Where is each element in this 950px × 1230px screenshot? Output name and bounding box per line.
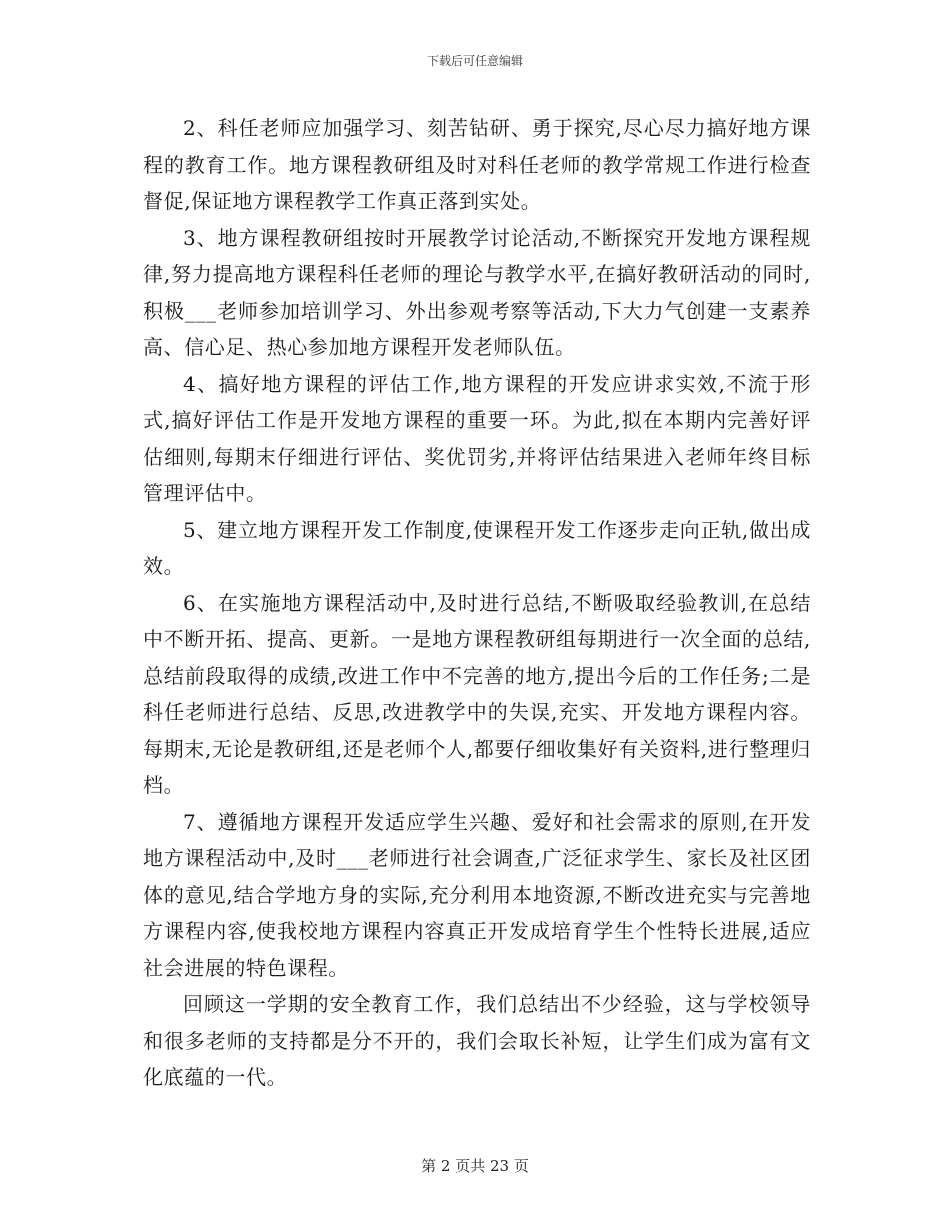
document-body (143, 110, 811, 1096)
paragraph-summary: 回顾这一学期的安全教育工作，我们总结出不少经验，这与学校领导和很多老师的支持都是分不开的，我们会取长补短，让学生们成为富有文化底蕴的一代。 (143, 992, 811, 1089)
page-number-footer: 第 2 页共 23 页 (421, 1157, 529, 1175)
paragraph-item-3: 3、地方课程教研组按时开展教学讨论活动,不断探究开发地方课程规律,努力提高地方课程科任老师的理论与教学水平,在搞好教研活动的同时,积极___老师参加培训学习、外出参观考察等活动,下大力气创建一支素养高、信心足、热心参加地方课程开发老师队伍。 (143, 225, 811, 359)
paragraph-item-5: 5、建立地方课程开发工作制度,使课程开发工作逐步走向正轨,做出成效。 (143, 517, 811, 578)
paragraph-item-7: 7、遵循地方课程开发适应学生兴趣、爱好和社会需求的原则,在开发地方课程活动中,及时___老师进行社会调查,广泛征求学生、家长及社区团体的意见,结合学地方身的实际,充分利用本地资源,不断改进充实与完善地方课程内容,使我校地方课程内容真正开发成培育学生个性特长进展,适应社会进展的特色课程。 (143, 809, 811, 980)
paragraph-item-4: 4、搞好地方课程的评估工作,地方课程的开发应讲求实效,不流于形式,搞好评估工作是开发地方课程的重要一环。为此,拟在本期内完善好评估细则,每期末仔细进行评估、奖优罚劣,并将评估结果进入老师年终目标管理评估中。 (143, 371, 811, 505)
page-header: 下载后可任意编辑 (426, 54, 523, 68)
paragraph-item-2: 2、科任老师应加强学习、刻苦钻研、勇于探究,尽心尽力搞好地方课程的教育工作。地方课程教研组及时对科任老师的教学常规工作进行检查督促,保证地方课程教学工作真正落到实处。 (143, 116, 811, 213)
paragraph-item-6: 6、在实施地方课程活动中,及时进行总结,不断吸取经验教训,在总结中不断开拓、提高、更新。一是地方课程教研组每期进行一次全面的总结,总结前段取得的成绩,改进工作中不完善的地方,提出今后的工作任务;二是科任老师进行总结、反思,改进教学中的失误,充实、开发地方课程内容。每期末,无论是教研组,还是老师个人,都要仔细收集好有关资料,进行整理归档。 (143, 590, 811, 797)
